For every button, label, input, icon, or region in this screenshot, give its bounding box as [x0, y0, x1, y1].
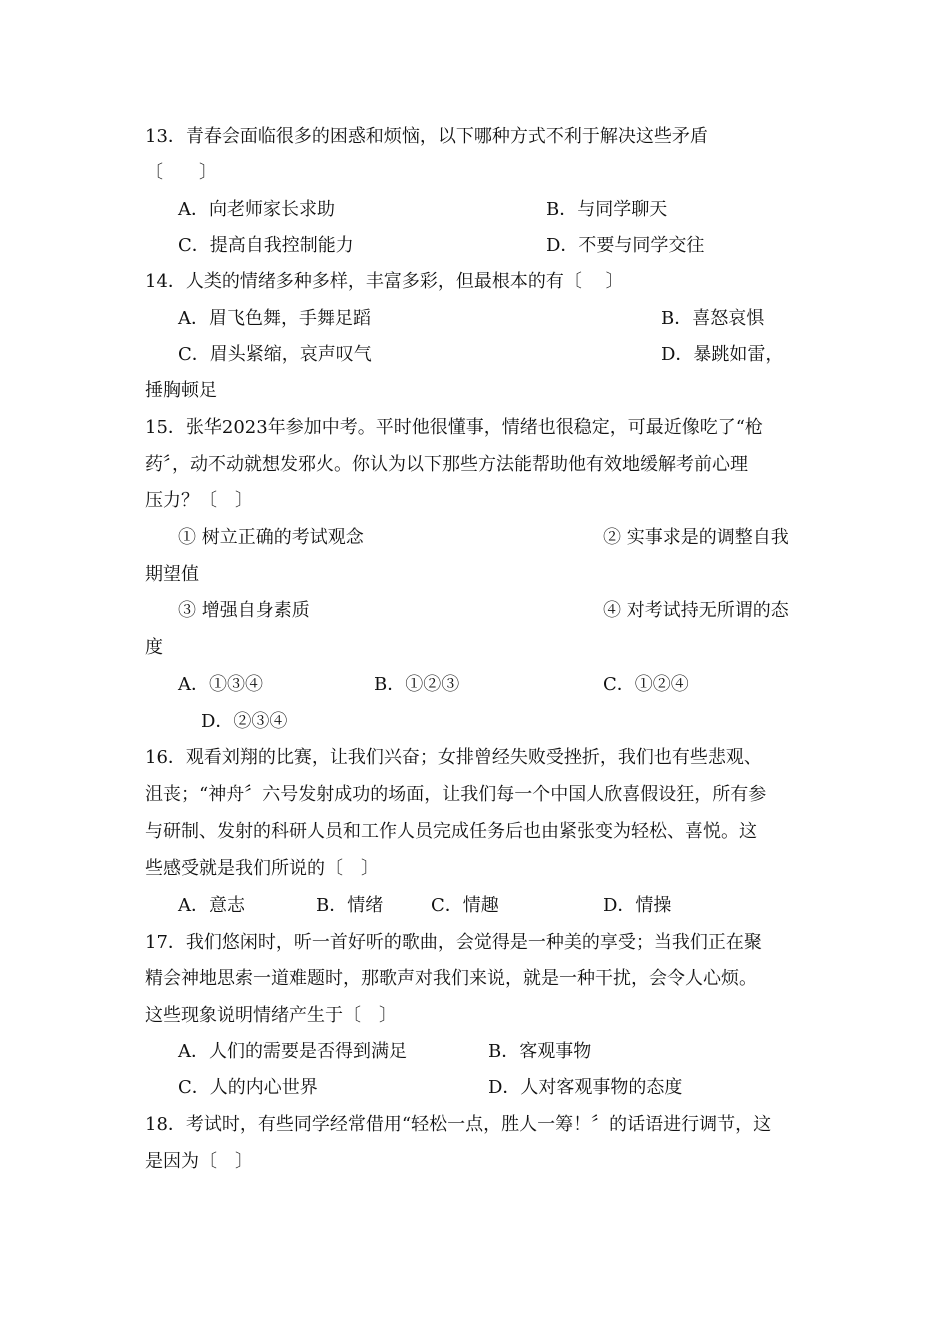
q17-stem-line2: 精会神地思索一道难题时，那歌声对我们来说，就是一种干扰，会令人心烦。	[145, 968, 757, 989]
q18-stem-line2: 是因为〔 〕	[145, 1151, 253, 1172]
q15-stem-line2: 药〞，动不动就想发邪火。你认为以下那些方法能帮助他有效地缓解考前心理	[145, 454, 748, 475]
q15-option-b: B．①②③	[374, 674, 460, 695]
q14-option-d: D．暴跳如雷，	[661, 344, 784, 365]
q14-stem: 14．人类的情绪多种多样，丰富多彩，但最根本的有〔 〕	[145, 271, 624, 292]
q16-stem-line4: 些感受就是我们所说的〔 〕	[145, 858, 379, 879]
q15-statement-3: ③ 增强自身素质	[178, 600, 310, 621]
q14-option-d-continued: 捶胸顿足	[145, 380, 217, 401]
q15-statement-2: ② 实事求是的调整自我	[603, 527, 789, 548]
q16-option-c: C．情趣	[431, 895, 499, 916]
q17-stem-line3: 这些现象说明情绪产生于〔 〕	[145, 1005, 397, 1026]
q17-option-d: D．人对客观事物的态度	[488, 1077, 683, 1098]
q17-option-c: C．人的内心世界	[178, 1077, 318, 1098]
q15-statement-4-continued: 度	[145, 637, 163, 658]
q16-stem-line2: 沮丧；“神舟〞六号发射成功的场面，让我们每一个中国人欣喜假设狂，所有参	[145, 784, 767, 805]
q16-stem-line3: 与研制、发射的科研人员和工作人员完成任务后也由紧张变为轻松、喜悦。这	[145, 821, 757, 842]
q15-statement-1: ① 树立正确的考试观念	[178, 527, 364, 548]
q13-option-d: D．不要与同学交往	[546, 235, 705, 256]
q14-option-a: A．眉飞色舞，手舞足蹈	[178, 308, 371, 329]
q18-stem-line1: 18．考试时，有些同学经常借用“轻松一点，胜人一筹！〞的话语进行调节，这	[145, 1114, 772, 1135]
q13-option-b: B．与同学聊天	[546, 199, 668, 220]
q13-stem-line2: 〔 〕	[145, 162, 217, 183]
q16-option-a: A．意志	[178, 895, 245, 916]
q15-stem-line3: 压力？〔 〕	[145, 490, 253, 511]
q14-option-b: B．喜怒哀惧	[661, 308, 765, 329]
q15-option-c: C．①②④	[603, 674, 689, 695]
q17-stem-line1: 17．我们悠闲时，听一首好听的歌曲，会觉得是一种美的享受；当我们正在聚	[145, 932, 762, 953]
q15-option-a: A．①③④	[178, 674, 263, 695]
q15-option-d: D．②③④	[201, 711, 288, 732]
q15-statement-2-continued: 期望值	[145, 564, 199, 585]
q15-statement-4: ④ 对考试持无所谓的态	[603, 600, 789, 621]
q16-option-d: D．情操	[603, 895, 672, 916]
q17-option-a: A．人们的需要是否得到满足	[178, 1041, 407, 1062]
q13-option-a: A．向老师家长求助	[178, 199, 335, 220]
q16-stem-line1: 16．观看刘翔的比赛，让我们兴奋；女排曾经失败受挫折，我们也有些悲观、	[145, 747, 762, 768]
q17-option-b: B．客观事物	[488, 1041, 592, 1062]
q13-stem-line1: 13．青春会面临很多的困惑和烦恼，以下哪种方式不利于解决这些矛盾	[145, 126, 708, 147]
q15-stem-line1: 15．张华2023年参加中考。平时他很懂事，情绪也很稳定，可最近像吃了“枪	[145, 417, 763, 438]
q16-option-b: B．情绪	[316, 895, 384, 916]
q13-option-c: C．提高自我控制能力	[178, 235, 354, 256]
q14-option-c: C．眉头紧缩，哀声叹气	[178, 344, 372, 365]
